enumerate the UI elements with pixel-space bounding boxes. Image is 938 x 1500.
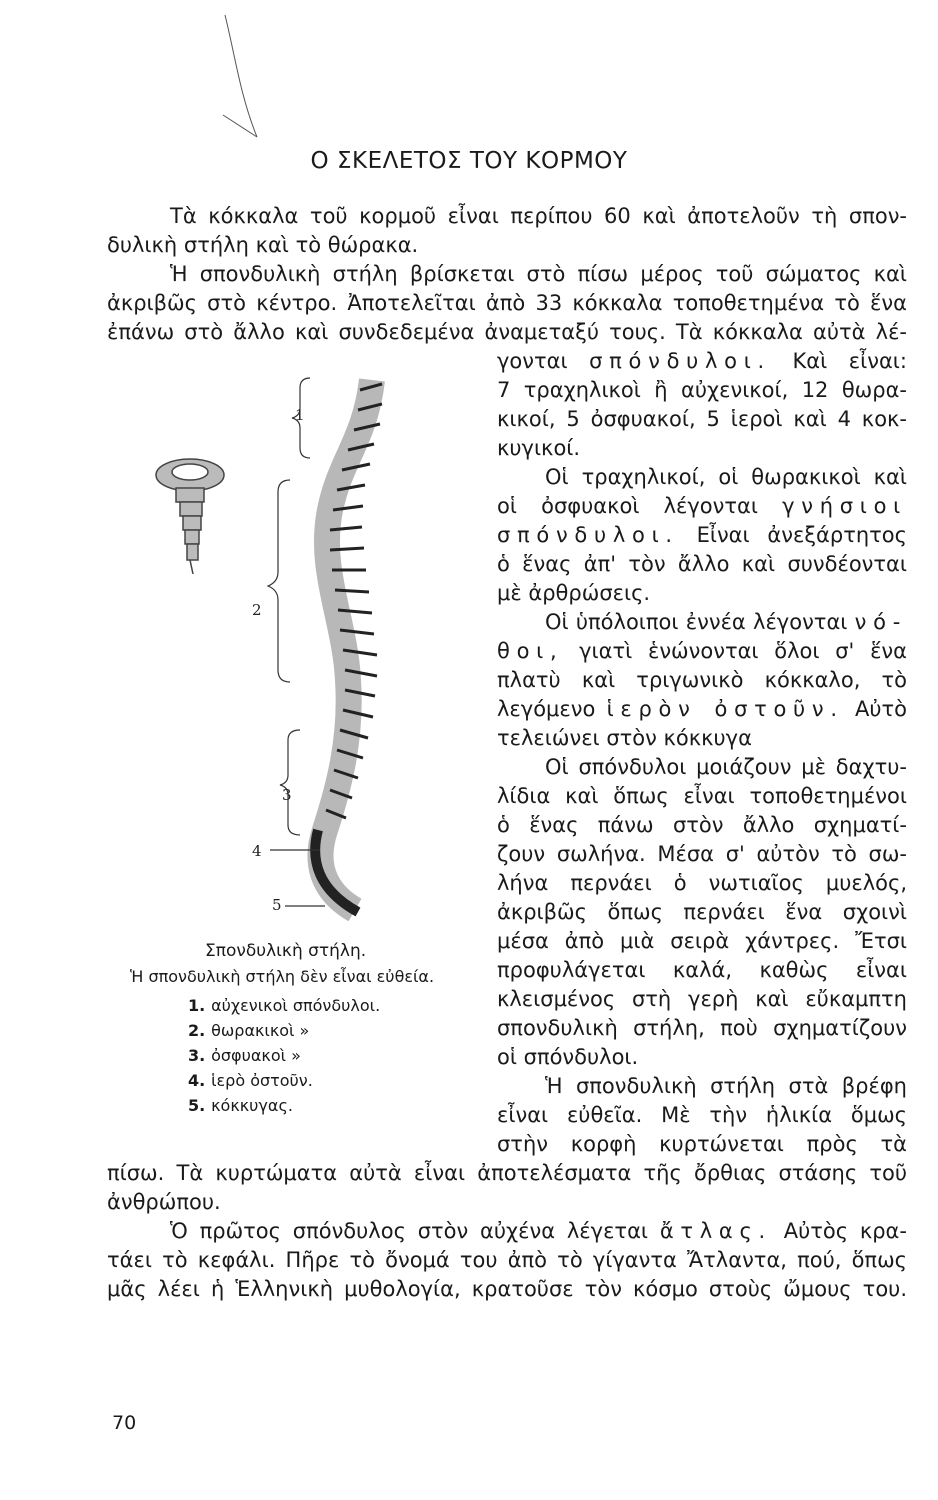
spaced-term: σπόνδυλοι. <box>497 523 679 547</box>
text-line: λεγόμενο ἱερὸν ὀστοῦν. Αὐτὸ <box>497 697 907 721</box>
figure-caption-subtitle: Ἡ σπονδυλικὴ στήλη δὲν εἶναι εὐθεία. <box>130 967 435 986</box>
text-line: ἐπάνω στὸ ἄλλο καὶ συνδεδεμένα ἀναμεταξύ τους. Τὰ κόκκαλα αὐτὰ λέ- <box>107 320 907 344</box>
vertebra-drawing <box>156 459 224 574</box>
text-line: ἀνθρώπου. <box>107 1190 221 1214</box>
spine-illustration <box>140 360 430 930</box>
text-line: ζουν σωλήνα. Μέσα σ' αὐτὸν τὸ σω- <box>497 842 907 866</box>
spaced-term: σπόνδυλοι. <box>589 349 771 373</box>
text-line: Ἡ σπονδυλικὴ στήλη στὰ βρέφη <box>545 1074 907 1098</box>
text-line: πίσω. Τὰ κυρτώματα αὐτὰ εἶναι ἀποτελέσματα τῆς ὄρθιας στάσης τοῦ <box>107 1161 907 1185</box>
spaced-term: νό- <box>854 610 907 634</box>
text-line: θοι, γιατὶ ἑνώνονται ὅλοι σ' ἕνα <box>497 639 907 663</box>
page-number: 70 <box>112 1412 137 1434</box>
spaced-term: θοι, <box>497 639 564 663</box>
text-line: προφυλάγεται καλά, καθὼς εἶναι <box>497 958 907 982</box>
text-line: τάει τὸ κεφάλι. Πῆρε τὸ ὄνομά του ἀπὸ τὸ γίγαντα Ἄτλαντα, πού, ὅπως <box>107 1248 907 1272</box>
legend-item: 3. ὀσφυακοὶ » <box>188 1046 301 1065</box>
spaced-term: ἄτλας. <box>659 1219 772 1243</box>
text-line: δυλικὴ στήλη καὶ τὸ θώρακα. <box>107 233 419 257</box>
figure-label: 5 <box>272 896 282 914</box>
text-line: Τὰ κόκκαλα τοῦ κορμοῦ εἶναι περίπου 60 καὶ ἀποτελοῦν τὴ σπον- <box>170 204 907 228</box>
text-line: ἀκριβῶς στὸ κέντρο. Ἀποτελεῖται ἀπὸ 33 κόκκαλα τοποθετημένα τὸ ἕνα <box>107 291 907 315</box>
text-line: ἀκριβῶς ὅπως περνάει ἕνα σχοινὶ <box>497 900 907 924</box>
figure-label: 2 <box>252 601 262 619</box>
figure-label: 4 <box>252 842 262 860</box>
text-line: πλατὺ καὶ τριγωνικὸ κόκκαλο, τὸ <box>497 668 907 692</box>
legend-item: 5. κόκκυγας. <box>188 1096 293 1115</box>
text-line: 7 τραχηλικοὶ ἢ αὐχενικοί, 12 θωρα- <box>497 378 907 402</box>
text-line: κυγικοί. <box>497 436 581 460</box>
text-line: σπόνδυλοι. Εἶναι ἀνεξάρτητος <box>497 523 907 547</box>
legend-item: 4. ἱερὸ ὀστοῦν. <box>188 1071 313 1090</box>
figure-label: 3 <box>282 786 292 804</box>
text-line: γονται σπόνδυλοι. Καὶ εἶναι: <box>497 349 907 373</box>
legend-item: 1. αὐχενικοὶ σπόνδυλοι. <box>188 996 381 1015</box>
text-line: κικοί, 5 ὀσφυακοί, 5 ἱεροὶ καὶ 4 κοκ- <box>497 407 907 431</box>
text-line: στὴν κορφὴ κυρτώνεται πρὸς τὰ <box>497 1132 907 1156</box>
text-line: Οἱ τραχηλικοί, οἱ θωρακικοὶ καὶ <box>545 465 907 489</box>
scan-pencil-mark <box>195 15 275 155</box>
text-line: οἱ ὀσφυακοὶ λέγονται γνήσιοι <box>497 494 907 518</box>
text-line: σπονδυλικὴ στήλη, ποὺ σχηματίζουν <box>497 1016 907 1040</box>
text-line: μέσα ἀπὸ μιὰ σειρὰ χάντρες. Ἔτσι <box>497 929 907 953</box>
text-line: κλεισμένος στὴ γερὴ καὶ εὔκαμπτη <box>497 987 907 1011</box>
text-line: Ἡ σπονδυλικὴ στήλη βρίσκεται στὸ πίσω μέρος τοῦ σώματος καὶ <box>170 262 907 286</box>
text-line: ὁ ἕνας πάνω στὸν ἄλλο σχηματί- <box>497 813 907 837</box>
page-title: Ο ΣΚΕΛΕΤΟΣ ΤΟΥ ΚΟΡΜΟΥ <box>310 148 628 174</box>
figure-label: 1 <box>295 406 305 424</box>
text-line: μᾶς λέει ἡ Ἑλληνικὴ μυθολογία, κρατοῦσε τὸν κόσμο στοὺς ὤμους του. <box>107 1277 907 1301</box>
text-line: Οἱ ὑπόλοιποι ἐννέα λέγονται νό- <box>545 610 907 634</box>
figure-caption-title: Σπονδυλικὴ στήλη. <box>205 941 367 961</box>
text-line: οἱ σπόνδυλοι. <box>497 1045 639 1069</box>
text-line: τελειώνει στὸν κόκκυγα <box>497 726 752 750</box>
text-line: λήνα περνάει ὁ νωτιαῖος μυελός, <box>497 871 907 895</box>
text-line: ὁ ἕνας ἀπ' τὸν ἄλλο καὶ συνδέονται <box>497 552 907 576</box>
legend-item: 2. θωρακικοὶ » <box>188 1021 310 1040</box>
text-line: εἶναι εὐθεῖα. Μὲ τὴν ἡλικία ὅμως <box>497 1103 907 1127</box>
text-line: λίδια καὶ ὅπως εἶναι τοποθετημένοι <box>497 784 907 808</box>
text-line: Ὁ πρῶτος σπόνδυλος στὸν αὐχένα λέγεται ἄτλας. Αὐτὸς κρα- <box>170 1219 907 1243</box>
text-line: μὲ ἀρθρώσεις. <box>497 581 651 605</box>
spaced-term: γνήσιοι <box>782 494 907 518</box>
text-line: Οἱ σπόνδυλοι μοιάζουν μὲ δαχτυ- <box>545 755 907 779</box>
spine-curve <box>320 380 372 910</box>
spaced-term: ἱερὸν ὀστοῦν. <box>606 697 844 721</box>
